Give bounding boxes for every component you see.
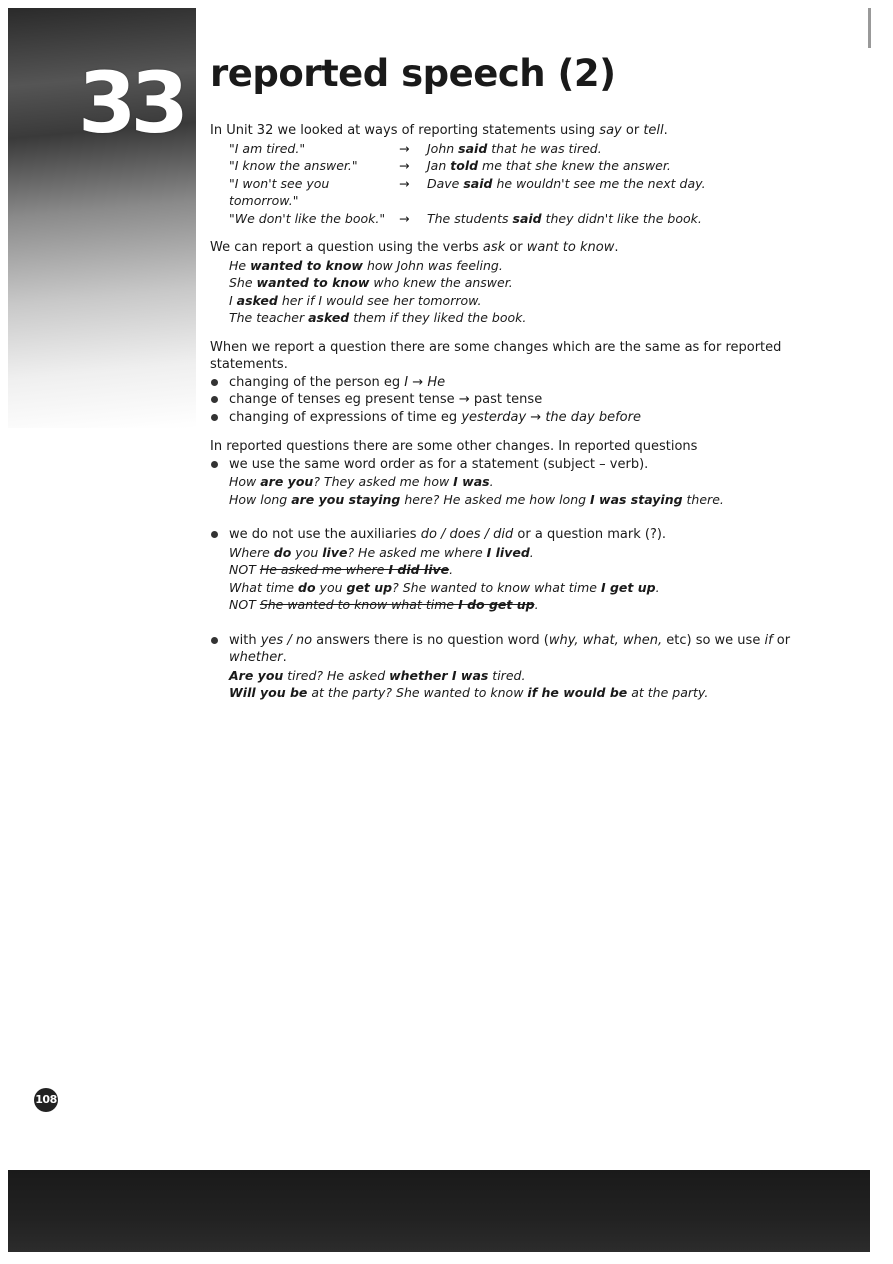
changes-intro: When we report a question there are some changes which are the same as for reported statements.	[210, 339, 782, 372]
bullet-item: with yes / no answers there is no question word (why, what, when, etc) so we use if or whether.	[210, 632, 850, 667]
bullet-dot-icon	[211, 461, 218, 468]
question-intro: We can report a question using the verbs ask or want to know.	[210, 240, 619, 255]
bullet-dot-icon	[211, 637, 218, 644]
word-order-example: How are you? They asked me how I was.	[229, 474, 494, 489]
intro-paragraph: In Unit 32 we looked at ways of reporting statements using say or tell.	[210, 123, 668, 138]
incorrect-example: NOT She wanted to know what time I do get up.	[229, 597, 539, 612]
other-changes-section	[210, 438, 850, 702]
bullet-dot-icon	[211, 414, 218, 421]
question-example: She wanted to know who knew the answer.	[229, 275, 513, 290]
bullet-item: we do not use the auxiliaries do / does / did or a question mark (?).	[210, 526, 850, 544]
statement-row: "I know the answer." → Jan told me that she knew the answer.	[229, 158, 671, 173]
bullet-dot-icon	[211, 379, 218, 386]
statement-row: "We don't like the book." → The students said they didn't like the book.	[229, 210, 702, 226]
bullet-item: changing of expressions of time eg yesterday → the day before	[210, 409, 850, 427]
question-example: He wanted to know how John was feeling.	[229, 257, 503, 273]
statement-row: "I am tired." → John said that he was tired.	[229, 140, 602, 156]
yes-no-example: Are you tired? He asked whether I was tired.	[229, 667, 526, 683]
incorrect-example: NOT He asked me where I did live.	[229, 562, 454, 577]
footer-bar	[8, 1170, 870, 1252]
bullet-dot-icon	[211, 396, 218, 403]
scan-edge-mark	[868, 8, 871, 48]
changes-section	[210, 339, 850, 427]
bullet-item: changing of the person eg I → He	[210, 374, 850, 392]
auxiliary-example: Where do you live? He asked me where I lived.	[229, 544, 534, 560]
bullet-item: we use the same word order as for a statement (subject – verb).	[210, 456, 850, 474]
auxiliary-example: What time do you get up? She wanted to know what time I get up.	[229, 579, 660, 595]
unit-content	[210, 122, 850, 702]
statement-examples	[210, 140, 850, 228]
question-example: The teacher asked them if they liked the book.	[229, 310, 527, 325]
other-intro: In reported questions there are some other changes. In reported questions	[210, 439, 698, 454]
word-order-example: How long are you staying here? He asked me how long I was staying there.	[229, 491, 724, 507]
statement-row: "I won't see you tomorrow." → Dave said he wouldn't see me the next day.	[229, 175, 706, 208]
bullet-item: change of tenses eg present tense → past tense	[210, 391, 850, 409]
question-example: I asked her if I would see her tomorrow.	[229, 292, 482, 308]
unit-number: 33	[78, 54, 183, 152]
yes-no-example: Will you be at the party? She wanted to know if he would be at the party.	[229, 685, 709, 700]
page-number: 108	[34, 1088, 58, 1112]
bullet-dot-icon	[211, 531, 218, 538]
unit-title: reported speech (2)	[210, 52, 616, 95]
question-section	[210, 239, 850, 327]
